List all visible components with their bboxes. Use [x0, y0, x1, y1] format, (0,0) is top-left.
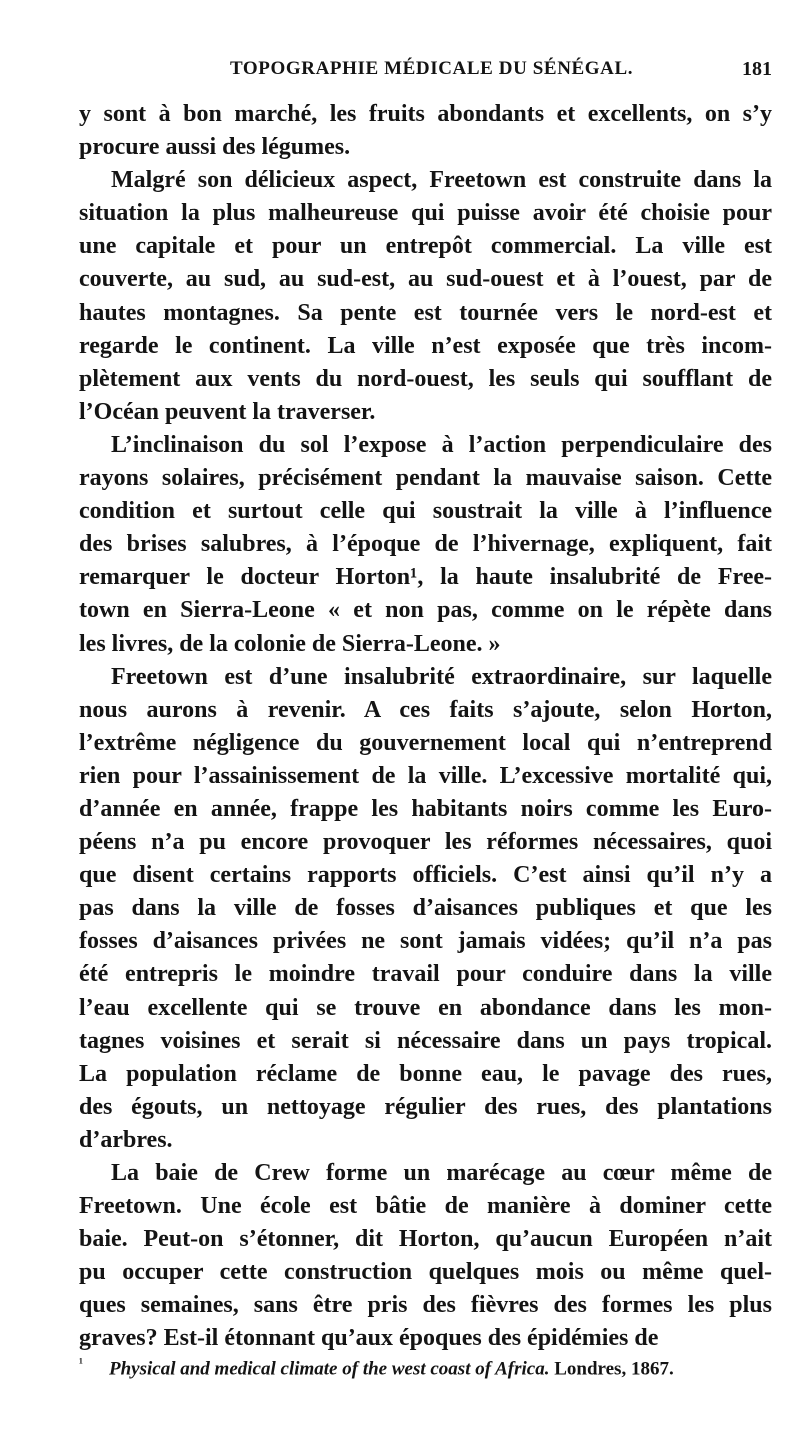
paragraph	[79, 1157, 772, 1356]
text-line: été entrepris le moindre travail pour conduire dans la ville	[79, 961, 772, 988]
paragraph	[79, 429, 772, 661]
text-line: La population réclame de bonne eau, le pavage des rues,	[79, 1060, 772, 1087]
text-line: condition et surtout celle qui soustrait la ville à l’influence	[79, 498, 772, 525]
text-line: plètement aux vents du nord-ouest, les seuls qui soufflant de	[79, 365, 772, 392]
text-line: pas dans la ville de fosses d’aisances publiques et que les	[79, 895, 772, 922]
text-line: Malgré son délicieux aspect, Freetown est construite dans la	[111, 167, 772, 194]
text-line: que disent certains rapports officiels. C’est ainsi qu’il n’y a	[79, 862, 772, 889]
text-line: l’eau excellente qui se trouve en abondance dans les mon-	[79, 994, 772, 1021]
text-line: town en Sierra-Leone « et non pas, comme on le répète dans	[79, 597, 772, 624]
text-line: rayons solaires, précisément pendant la mauvaise saison. Cette	[79, 465, 772, 492]
text-line: regarde le continent. La ville n’est exposée que très incom-	[79, 332, 772, 359]
text-line: remarquer le docteur Horton¹, la haute insalubrité de Free-	[79, 564, 772, 591]
text-line: y sont à bon marché, les fruits abondants et excellents, on s’y	[79, 101, 772, 127]
text-line: ques semaines, sans être pris des fièvres des formes les plus	[79, 1292, 772, 1319]
text-line: des égouts, un nettoyage régulier des rues, des plantations	[79, 1093, 772, 1120]
text-line: d’année en année, frappe les habitants noirs comme les Euro-	[79, 795, 772, 822]
paragraph	[79, 164, 772, 429]
text-line: La baie de Crew forme un marécage au cœur même de	[111, 1160, 772, 1186]
footnote-mark: ¹	[79, 1355, 83, 1370]
text-line: L’inclinaison du sol l’expose à l’action perpendiculaire des	[111, 431, 772, 458]
body-text	[79, 98, 772, 1356]
text-line: l’Océan peuvent la traverser.	[79, 398, 376, 425]
footnote-publication: Londres, 1867.	[549, 1358, 674, 1380]
text-line: péens n’a pu encore provoquer les réformes nécessaires, quoi	[79, 829, 772, 856]
text-line: baie. Peut-on s’étonner, dit Horton, qu’aucun Européen n’ait	[79, 1226, 772, 1253]
text-line: fosses d’aisances privées ne sont jamais vidées; qu’il n’a pas	[79, 928, 772, 955]
running-title: TOPOGRAPHIE MÉDICALE DU SÉNÉGAL.	[230, 58, 634, 79]
text-line: l’extrême négligence du gouvernement local qui n’entreprend	[79, 729, 772, 756]
page-number: 181	[742, 58, 772, 80]
text-line: graves? Est-il étonnant qu’aux époques des épidémies de	[79, 1325, 659, 1352]
running-header	[78, 58, 772, 88]
text-line: hautes montagnes. Sa pente est tournée vers le nord-est et	[79, 299, 772, 326]
paragraph	[79, 98, 772, 164]
text-line: couverte, au sud, au sud-est, au sud-ouest et à l’ouest, par de	[79, 266, 772, 293]
text-line: situation la plus malheureuse qui puisse avoir été choisie pour	[79, 200, 772, 227]
text-line: des brises salubres, à l’époque de l’hivernage, expliquent, fait	[79, 531, 772, 558]
text-line: tagnes voisines et serait si nécessaire dans un pays tropical.	[79, 1027, 772, 1054]
footnote-title: Physical and medical climate of the west coast of Africa.	[109, 1358, 550, 1380]
footnote	[79, 1355, 772, 1380]
text-line: Freetown. Une école est bâtie de manière à dominer cette	[79, 1193, 772, 1220]
text-line: nous aurons à revenir. A ces faits s’ajoute, selon Horton,	[79, 696, 772, 723]
paragraph	[79, 661, 772, 1157]
text-line: procure aussi des légumes.	[79, 134, 351, 161]
text-line: Freetown est d’une insalubrité extraordinaire, sur laquelle	[111, 663, 772, 690]
text-line: les livres, de la colonie de Sierra-Leone. »	[79, 630, 501, 657]
text-line: d’arbres.	[79, 1126, 173, 1153]
text-line: pu occuper cette construction quelques mois ou même quel-	[79, 1259, 772, 1286]
text-line: rien pour l’assainissement de la ville. L’excessive mortalité qui,	[79, 762, 772, 789]
text-line: une capitale et pour un entrepôt commercial. La ville est	[79, 233, 772, 260]
